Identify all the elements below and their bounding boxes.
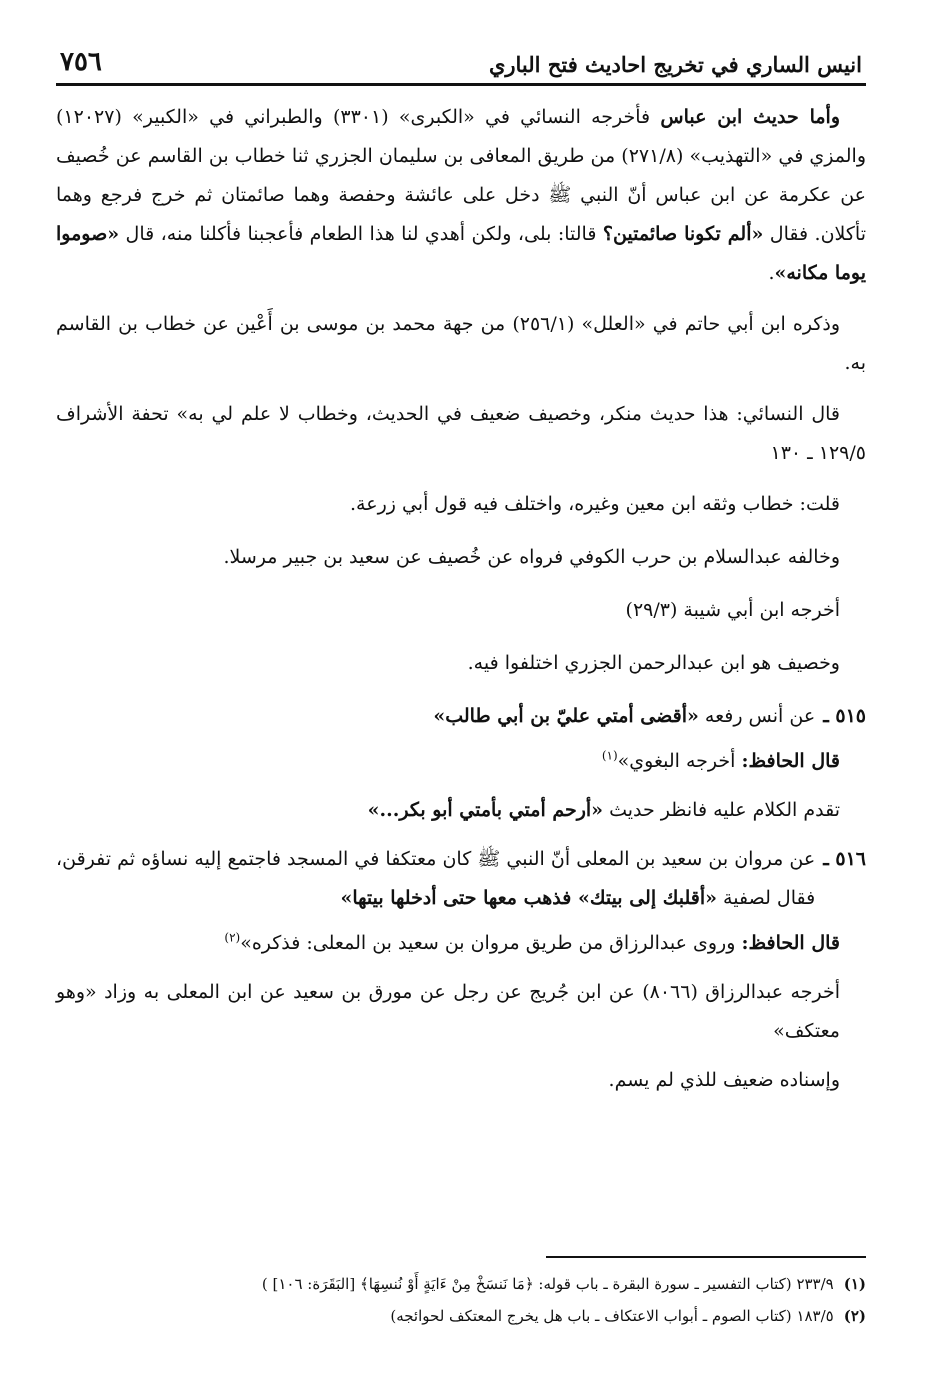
hadith-entry-515 (56, 697, 866, 736)
footnotes (56, 1268, 866, 1332)
text-span: قالتا: بلى، ولكن أهدي لنا هذا الطعام فأعجبنا فأكلنا منه، قال (119, 223, 603, 245)
footnote-text: ١٨٣/٥ (كتاب الصوم ـ أبواب الاعتكاف ـ باب هل يخرج المعتكف لحوائجه) (390, 1307, 834, 1325)
paragraph-nasai: قال النسائي: هذا حديث منكر، وخصيف ضعيف في الحديث، وخطاب لا علم لي به» تحفة الأشراف ١٢٩/٥ ـ ١٣٠ (56, 403, 866, 464)
entry-number: ٥١٦ ـ (823, 848, 866, 870)
paragraph-khalafahu: وخالفه عبدالسلام بن حرب الكوفي فرواه عن خُصيف عن سعيد بن جبير مرسلا. (223, 546, 840, 568)
text-span: فذهب معها حتى أدخلها بيتها» (340, 887, 578, 909)
hadith-entry-516 (56, 840, 866, 918)
bold-phrase: «ألم تكونا صائمتين؟ (602, 223, 764, 245)
main-text (56, 98, 866, 1110)
bold-phrase: «أقلبك إلى بيتك» (577, 887, 718, 909)
text-span: فأخرجه النسائي في «الكبرى» (٣٣٠١) والطبراني في «الكبير» (١٢٠٢٧) والمزي في «التهذيب» (٢٧١/٨) من طريق المعافى بن سليمان الجزري ثنا خطاب بن القاسم عن خُصيف عن عكرمة عن ابن عباس أنّ النبي ﷺ دخل على عائشة وحفصة وهما صائمتان ثم خرج فرجع وهما تأكلان. فقال (56, 106, 866, 245)
entry-number: ٥١٥ ـ (823, 705, 866, 727)
paragraph-isnad: وإسناده ضعيف للذي لم يسم. (608, 1069, 840, 1091)
paragraph-abdulrazzaq: أخرجه عبدالرزاق (٨٠٦٦) عن ابن جُريج عن رجل عن مورق بن سعيد عن ابن المعلى به وزاد «وهو معتكف» (56, 981, 840, 1042)
page-header (56, 36, 866, 86)
text-span: أخرجه البغوي» (617, 750, 742, 772)
footnote-ref[interactable]: (٢) (224, 930, 241, 945)
footnote-text: ٢٣٣/٩ (كتاب التفسير ـ سورة البقرة ـ باب قوله: ﴿مَا نَنسَخْ مِنْ ءَايَةٍ أَوْ نُنسِهَا﴾ [البَقَرَة: ١٠٦] ) (261, 1275, 834, 1293)
bold-phrase: «أرحم أمتي بأمتي أبو بكر...» (367, 799, 604, 821)
cross-reference-515 (56, 791, 866, 830)
paragraph-ibn-abi-shaybah: أخرجه ابن أبي شيبة (٢٩/٣) (625, 599, 840, 621)
entry-text (56, 840, 815, 918)
page-number: ٧٥٦ (60, 47, 102, 77)
paragraph-ilal: وذكره ابن أبي حاتم في «العلل» (٢٥٦/١) من جهة محمد بن موسى بن أَعْين عن خطاب بن القاسم به. (56, 313, 866, 374)
hafiz-note-515 (56, 742, 866, 781)
text-span: عن مروان بن سعيد بن المعلى أنّ النبي ﷺ كان معتكفا في المسجد فاجتمع إليه نساؤه ثم تفرقن، فقال لصفية (56, 848, 816, 909)
paragraph-qultu: قلت: خطاب وثقه ابن معين وغيره، واختلف فيه قول أبي زرعة. (350, 493, 840, 515)
footnote-number: (١) (843, 1275, 866, 1293)
bold-phrase: وأما حديث ابن عباس (660, 106, 840, 128)
bold-phrase: «أقضى أمتي عليّ بن أبي طالب» (433, 705, 699, 727)
entry-text (56, 697, 815, 736)
text-span: عن أنس رفعه (698, 705, 816, 727)
hafiz-label: قال الحافظ: (741, 932, 840, 954)
bold-phrase: «صوموا يوما مكانه» (56, 223, 866, 284)
hafiz-note-516 (56, 924, 866, 963)
text-span: وروى عبدالرزاق من طريق مروان بن سعيد بن المعلى: فذكره» (240, 932, 742, 954)
footnote-1 (56, 1268, 866, 1300)
paragraph-ibn-abbas (56, 98, 866, 293)
footnote-divider (546, 1256, 866, 1258)
running-title: انيس الساري في تخريج احاديث فتح الباري (488, 52, 862, 77)
text-span: . (768, 262, 775, 284)
footnote-number: (٢) (843, 1307, 866, 1325)
footnote-2 (56, 1300, 866, 1332)
book-page (56, 28, 866, 1358)
hafiz-label: قال الحافظ: (741, 750, 840, 772)
footnote-ref[interactable]: (١) (601, 748, 618, 763)
text-span: تقدم الكلام عليه فانظر حديث (603, 799, 840, 821)
paragraph-khusaif: وخصيف هو ابن عبدالرحمن الجزري اختلفوا فيه. (467, 652, 840, 674)
